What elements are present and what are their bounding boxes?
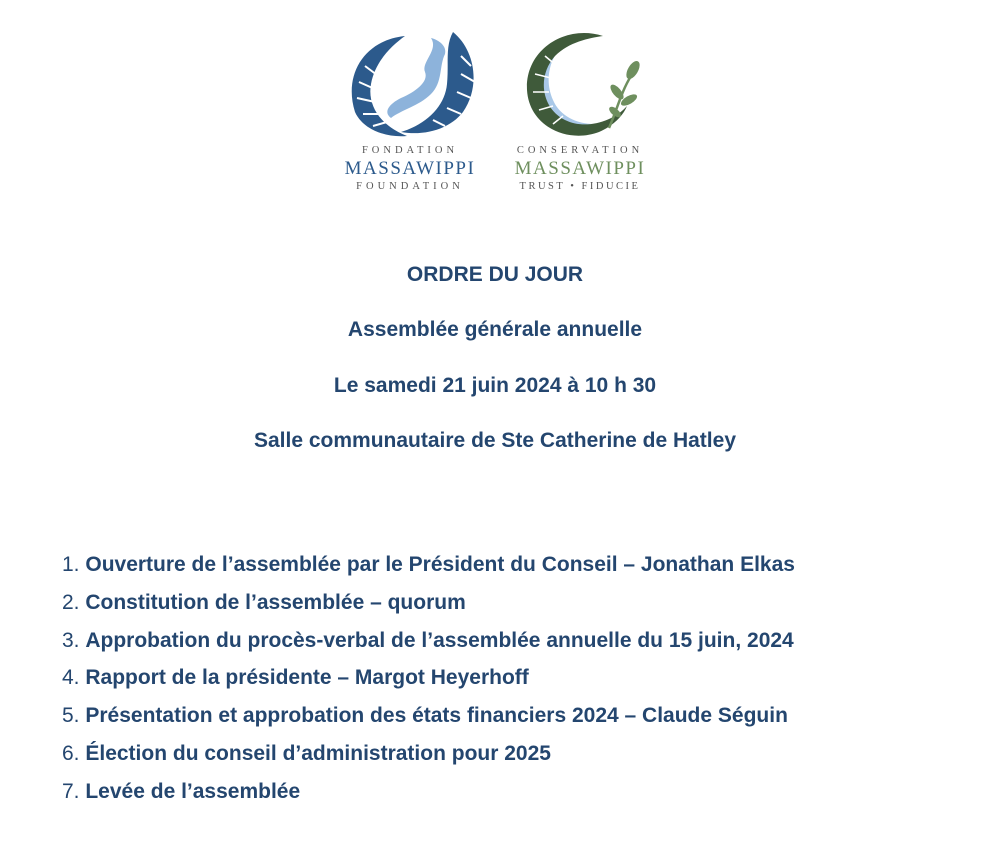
agenda-item-text: Élection du conseil d’administration pour 2025	[85, 741, 551, 765]
agenda-item-number: 2.	[62, 590, 80, 614]
agenda-list	[62, 546, 795, 811]
agenda-item	[62, 697, 795, 735]
agenda-item-number: 3.	[62, 628, 80, 652]
meeting-location: Salle communautaire de Ste Catherine de Hatley	[254, 429, 736, 452]
agenda-item-number: 1.	[62, 553, 80, 576]
agenda-item	[62, 546, 795, 584]
feather-emblem-icon	[335, 26, 485, 144]
logo-conservation-line3: TRUST • FIDUCIE	[519, 181, 641, 192]
agenda-item-text: Présentation et approbation des états financiers 2024 – Claude Séguin	[85, 704, 788, 728]
agenda-item	[62, 622, 795, 660]
logo-fondation-line3: FOUNDATION	[356, 181, 464, 192]
logo-fondation-line1: FONDATION	[361, 145, 459, 156]
agenda-item-number: 5.	[62, 704, 80, 728]
agenda-item	[62, 659, 795, 697]
agenda-item	[62, 584, 795, 622]
agenda-title: ORDRE DU JOUR	[406, 263, 584, 286]
leaf-ring-emblem-icon	[505, 26, 655, 144]
agenda-item-text: Levée de l’assemblée	[85, 779, 301, 803]
agenda-item-number: 4.	[62, 666, 80, 690]
agenda-item-text: Approbation du procès-verbal de l’assemblée annuelle du 15 juin, 2024	[85, 628, 794, 652]
meeting-type: Assemblée générale annuelle	[347, 318, 643, 341]
agenda-item-text: Rapport de la présidente – Margot Heyerhoff	[85, 666, 529, 690]
agenda-item	[62, 773, 795, 811]
agenda-item-text: Constitution de l’assemblée – quorum	[85, 590, 466, 614]
logo-conservation-line1: CONSERVATION	[516, 145, 644, 156]
logos	[330, 26, 660, 210]
agenda-item	[62, 735, 795, 773]
logo-conservation-name: MASSAWIPPI	[514, 158, 646, 179]
agenda-item-number: 7.	[62, 779, 80, 803]
agenda-item-number: 6.	[62, 741, 80, 765]
logo-fondation-name: MASSAWIPPI	[344, 158, 476, 179]
fondation-massawippi-logo	[330, 26, 490, 210]
conservation-massawippi-logo	[500, 26, 660, 210]
meeting-date: Le samedi 21 juin 2024 à 10 h 30	[333, 374, 657, 397]
agenda-item-text: Ouverture de l’assemblée par le Président du Conseil – Jonathan Elkas	[85, 553, 795, 576]
